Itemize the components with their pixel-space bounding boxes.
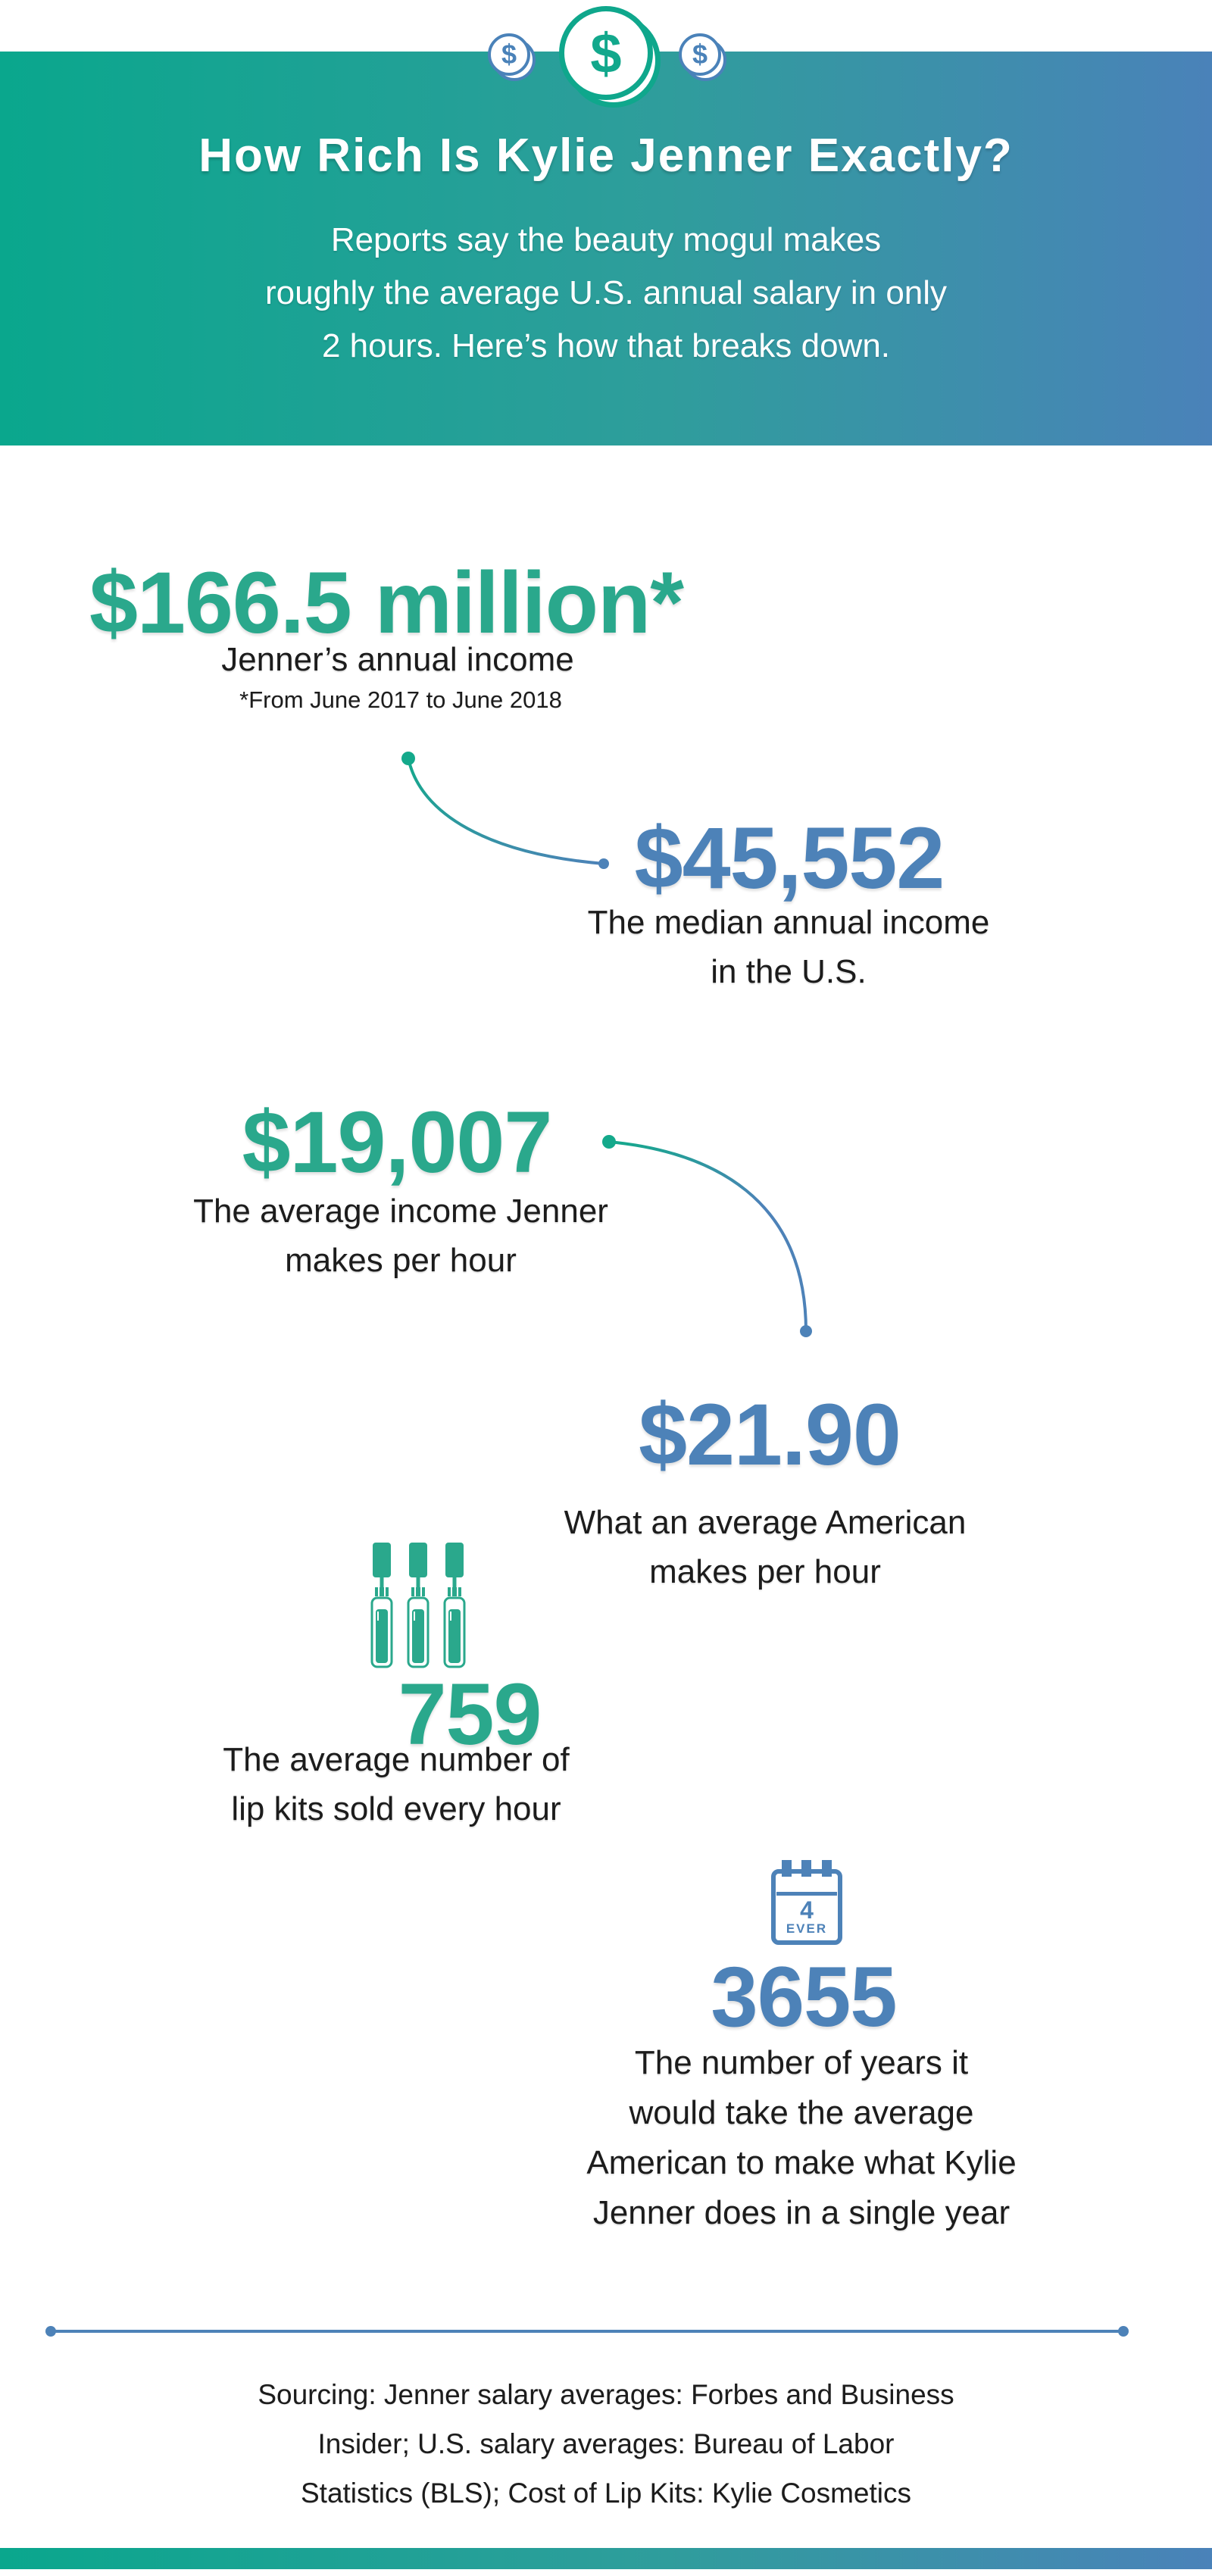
connector-curve: [591, 1123, 833, 1350]
divider-rule: [51, 2330, 1123, 2333]
lip-kit-icon-group: [370, 1543, 469, 1668]
dollar-coin-icon: [488, 33, 536, 82]
sourcing-line: Statistics (BLS); Cost of Lip Kits: Kylie Cosmetics: [300, 2478, 911, 2509]
divider-line: [42, 2321, 1132, 2342]
stat-footnote: *From June 2017 to June 2018: [239, 686, 562, 713]
sourcing-line: Sourcing: Jenner salary averages: Forbes and Business: [258, 2379, 954, 2410]
subtitle-line: roughly the average U.S. annual salary in only: [264, 274, 948, 311]
dollar-coin-icon: [559, 6, 662, 109]
caption-line: American to make what Kylie: [586, 2144, 1017, 2181]
subtitle-line: 2 hours. Here’s how that breaks down.: [321, 327, 891, 364]
page-title: How Rich Is Kylie Jenner Exactly?: [198, 130, 1014, 182]
caption-line: makes per hour: [285, 1242, 517, 1279]
curve-start-dot: [602, 1135, 616, 1149]
stat-value-american-hourly-wage: $21.90: [639, 1386, 901, 1483]
curve-end-dot: [800, 1325, 812, 1337]
lip-kit-icon: [443, 1543, 466, 1668]
calendar-text: EVER: [786, 1921, 828, 1936]
stat-caption: [136, 1186, 666, 1285]
stat-caption: [500, 1498, 1030, 1596]
curve-start-dot: [401, 752, 415, 765]
calendar-header-line: [776, 1892, 837, 1896]
divider-end-dot: [1118, 2326, 1129, 2337]
caption-line: The median annual income: [587, 904, 990, 941]
caption-line: What an average American: [564, 1504, 967, 1541]
stat-caption: [523, 898, 1054, 996]
dollar-symbol: $: [679, 33, 721, 76]
calendar-ring: [782, 1860, 792, 1877]
stat-value-us-median-income: $45,552: [634, 810, 945, 907]
calendar-text: 4: [800, 1896, 814, 1924]
footer-band: [0, 2548, 1212, 2569]
lip-kit-icon: [407, 1543, 430, 1668]
calendar-ring: [822, 1860, 832, 1877]
stat-value-lip-kits-per-hour: 759: [398, 1666, 542, 1763]
sourcing-text: [0, 2370, 1212, 2518]
calendar-icon: [771, 1860, 842, 1946]
dollar-symbol: $: [559, 6, 653, 100]
caption-line: would take the average: [629, 2094, 974, 2131]
lip-kit-icon: [370, 1543, 393, 1668]
stat-caption: [536, 2038, 1067, 2238]
stat-caption: [131, 1735, 661, 1834]
dollar-symbol: $: [488, 33, 530, 76]
caption-line: Jenner does in a single year: [592, 2194, 1011, 2231]
caption-line: Jenner’s annual income: [221, 641, 574, 678]
sourcing-line: Insider; U.S. salary averages: Bureau of Labor: [317, 2428, 895, 2459]
caption-line: lip kits sold every hour: [231, 1790, 561, 1827]
caption-line: makes per hour: [649, 1553, 881, 1590]
page-subtitle: [0, 214, 1212, 373]
subtitle-line: Reports say the beauty mogul makes: [330, 221, 882, 258]
calendar-ring: [801, 1860, 811, 1877]
stat-value-jenner-annual-income: $166.5 million*: [89, 555, 683, 652]
caption-line: The average number of: [223, 1741, 570, 1778]
stat-value-jenner-hourly-income: $19,007: [242, 1094, 552, 1191]
stat-caption: [95, 635, 701, 684]
caption-line: The average income Jenner: [193, 1193, 608, 1230]
dollar-coin-icon: [679, 33, 727, 82]
caption-line: in the U.S.: [711, 953, 867, 990]
caption-line: The number of years it: [634, 2044, 969, 2081]
stat-value-years-to-match: 3655: [711, 1949, 897, 2044]
